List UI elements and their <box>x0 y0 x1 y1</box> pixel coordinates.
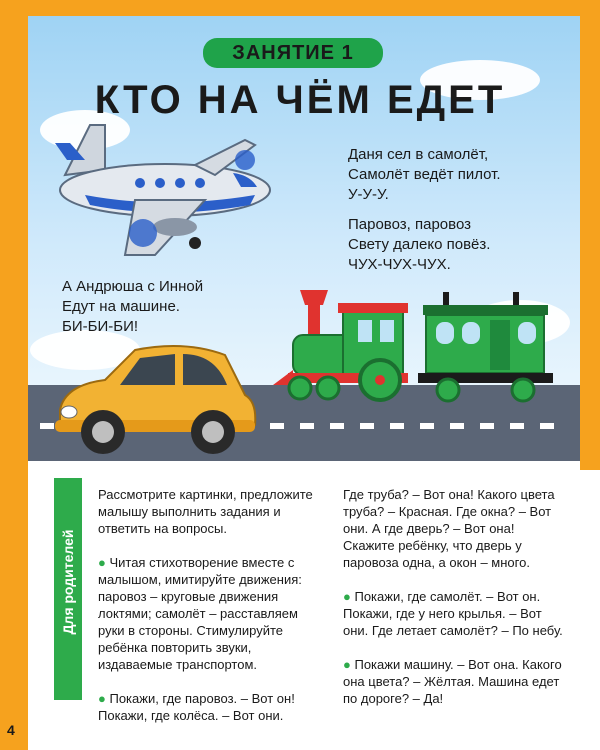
poem-line: У-У-У. <box>348 186 389 203</box>
poem-line: А Андрюша с Инной <box>62 278 204 295</box>
bullet-icon: ● <box>98 555 110 570</box>
paragraph: Где труба? – Вот она! Какого цвета труба? – Красная. Где окна? – Вот они. А где дверь? – Вот она! Скажите ребёнку, что дверь у паровоза одна, а окон – много. <box>343 487 555 570</box>
parents-sidebar <box>54 478 82 700</box>
poem-line: ЧУХ-ЧУХ-ЧУХ. <box>348 256 451 273</box>
airplane-icon <box>45 115 285 260</box>
parents-left-column <box>98 486 328 741</box>
bullet-icon: ● <box>343 589 355 604</box>
poem-plane <box>348 145 501 205</box>
orange-frame-right <box>580 0 600 470</box>
bullet-icon: ● <box>343 657 355 672</box>
poem-line: Свету далеко повёз. <box>348 236 491 253</box>
poem-line: Паровоз, паровоз <box>348 216 471 233</box>
steam-locomotive-icon <box>268 285 418 405</box>
poem-car <box>62 277 203 337</box>
lesson-tag: ЗАНЯТИЕ 1 <box>203 38 383 68</box>
poem-line: БИ-БИ-БИ! <box>62 318 139 335</box>
page-title: КТО НА ЧЁМ ЕДЕТ <box>94 78 506 122</box>
orange-frame-top <box>0 0 600 16</box>
car-icon <box>45 340 265 460</box>
paragraph-bulleted: ● Покажи машину. – Вот она. Какого она цвета? – Жёлтая. Машина едет по дороге? – Да! <box>343 657 562 706</box>
paragraph-bulleted: ● Покажи, где самолёт. – Вот он. Покажи, где у него крылья. – Вот они. Где летает самолёт? – По небу. <box>343 589 563 638</box>
poem-line: Самолёт ведёт пилот. <box>348 166 501 183</box>
train-wagon-icon <box>418 290 553 405</box>
poem-line: Едут на машине. <box>62 298 180 315</box>
parents-right-column <box>343 486 563 724</box>
bullet-icon: ● <box>98 691 110 706</box>
paragraph-bulleted: ● Читая стихотворение вместе с малышом, имитируйте движения: паровоз – круговые движения локтями; самолёт – расставляем руки в стороны. Стимулируйте ребёнка повторить звуки, издаваемые транспортом. <box>98 555 302 672</box>
paragraph: Рассмотрите картинки, предложите малышу выполнить задания и ответить на вопросы. <box>98 487 313 536</box>
paragraph-bulleted: ● Покажи, где паровоз. – Вот он! Покажи, где колёса. – Вот они. <box>98 691 295 723</box>
parents-label: Для родителей <box>60 529 76 635</box>
poem-line: Даня сел в самолёт, <box>348 146 489 163</box>
poem-train <box>348 215 490 275</box>
page-number: 4 <box>7 722 15 738</box>
